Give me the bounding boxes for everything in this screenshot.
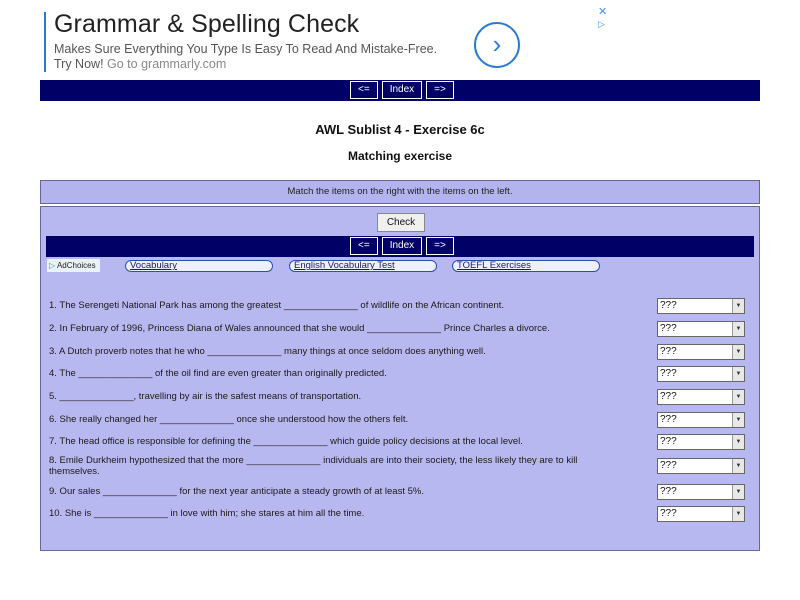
ad-link-toefl-exercises[interactable]: TOEFL Exercises: [452, 260, 600, 272]
dropdown-arrow-icon: ▼: [732, 390, 744, 404]
answer-value: ???: [660, 414, 677, 425]
ad-title[interactable]: Grammar & Spelling Check: [54, 10, 360, 38]
dropdown-arrow-icon: ▼: [732, 367, 744, 381]
prev-button[interactable]: <=: [350, 237, 378, 255]
ad-body: Makes Sure Everything You Type Is Easy To Read And Mistake-Free. Try Now!: [54, 42, 438, 71]
page-subtitle: Matching exercise: [347, 149, 453, 163]
top-advertisement[interactable]: [44, 6, 614, 72]
dropdown-arrow-icon: ▼: [732, 435, 744, 449]
ad-text[interactable]: [54, 42, 454, 72]
question-3: 3. A Dutch proverb notes that he who ______________ many things at once seldom does anything well.: [49, 346, 486, 357]
question-6: 6. She really changed her ______________ once she understood how the others felt.: [49, 414, 409, 425]
answer-value: ???: [660, 346, 677, 357]
question-10: 10. She is ______________ in love with him; she stares at him all the time.: [49, 508, 365, 519]
exercise-panel: [40, 206, 760, 551]
ad-choices-icon[interactable]: ▷: [598, 19, 605, 29]
dropdown-arrow-icon: ▼: [732, 299, 744, 313]
question-1: 1. The Serengeti National Park has among the greatest ______________ of wildlife on the African continent.: [49, 300, 505, 311]
ad-close-icon[interactable]: ✕: [598, 6, 608, 18]
answer-value: ???: [660, 460, 677, 471]
question-4: 4. The ______________ of the oil find are even greater than originally predicted.: [49, 368, 387, 379]
instruction-bar: Match the items on the right with the items on the left.: [40, 180, 760, 204]
index-button[interactable]: Index: [382, 237, 422, 255]
next-button[interactable]: =>: [426, 237, 454, 255]
check-button[interactable]: Check: [377, 213, 425, 232]
dropdown-arrow-icon: ▼: [732, 485, 744, 499]
ad-link-vocabulary[interactable]: Vocabulary: [125, 260, 273, 272]
question-7: 7. The head office is responsible for defining the ______________ which guide policy decisions at the local level.: [49, 436, 523, 447]
inner-nav-bar: [46, 236, 754, 257]
answer-select-8[interactable]: [657, 458, 745, 474]
answer-select-6[interactable]: [657, 412, 745, 428]
answer-select-1[interactable]: [657, 298, 745, 314]
next-button[interactable]: =>: [426, 81, 454, 99]
answer-select-7[interactable]: [657, 434, 745, 450]
answer-select-9[interactable]: [657, 484, 745, 500]
ad-link-row: [47, 259, 757, 273]
answer-value: ???: [660, 368, 677, 379]
answer-value: ???: [660, 323, 677, 334]
adchoices-label: AdChoices: [56, 261, 96, 270]
answer-value: ???: [660, 486, 677, 497]
page-title: AWL Sublist 4 - Exercise 6c: [315, 122, 485, 137]
dropdown-arrow-icon: ▼: [732, 459, 744, 473]
adchoices-icon: ▷: [49, 261, 56, 270]
top-nav-bar: [40, 80, 760, 101]
answer-value: ???: [660, 436, 677, 447]
index-button[interactable]: Index: [382, 81, 422, 99]
ad-arrow-icon[interactable]: ›: [474, 22, 520, 68]
dropdown-arrow-icon: ▼: [732, 413, 744, 427]
prev-button[interactable]: <=: [350, 81, 378, 99]
dropdown-arrow-icon: ▼: [732, 507, 744, 521]
question-8: 8. Emile Durkheim hypothesized that the more ______________ individuals are into their society, the less likely they are to kill themselves.: [49, 455, 578, 477]
adchoices-badge[interactable]: [47, 259, 100, 272]
answer-value: ???: [660, 391, 677, 402]
question-5: 5. ______________, travelling by air is the safest means of transportation.: [49, 391, 362, 402]
answer-select-3[interactable]: [657, 344, 745, 360]
answer-select-4[interactable]: [657, 366, 745, 382]
answer-select-2[interactable]: [657, 321, 745, 337]
question-9: 9. Our sales ______________ for the next year anticipate a steady growth of at least 5%.: [49, 486, 424, 497]
answer-select-10[interactable]: [657, 506, 745, 522]
ad-url[interactable]: Go to grammarly.com: [107, 57, 227, 71]
ad-link-english-vocabulary-test[interactable]: English Vocabulary Test: [289, 260, 437, 272]
answer-select-5[interactable]: [657, 389, 745, 405]
question-2: 2. In February of 1996, Princess Diana of Wales announced that she would ______________ Prince Charles a divorce.: [49, 323, 550, 334]
dropdown-arrow-icon: ▼: [732, 345, 744, 359]
ad-accent-bar: [44, 12, 46, 72]
answer-value: ???: [660, 300, 677, 311]
dropdown-arrow-icon: ▼: [732, 322, 744, 336]
answer-value: ???: [660, 508, 677, 519]
